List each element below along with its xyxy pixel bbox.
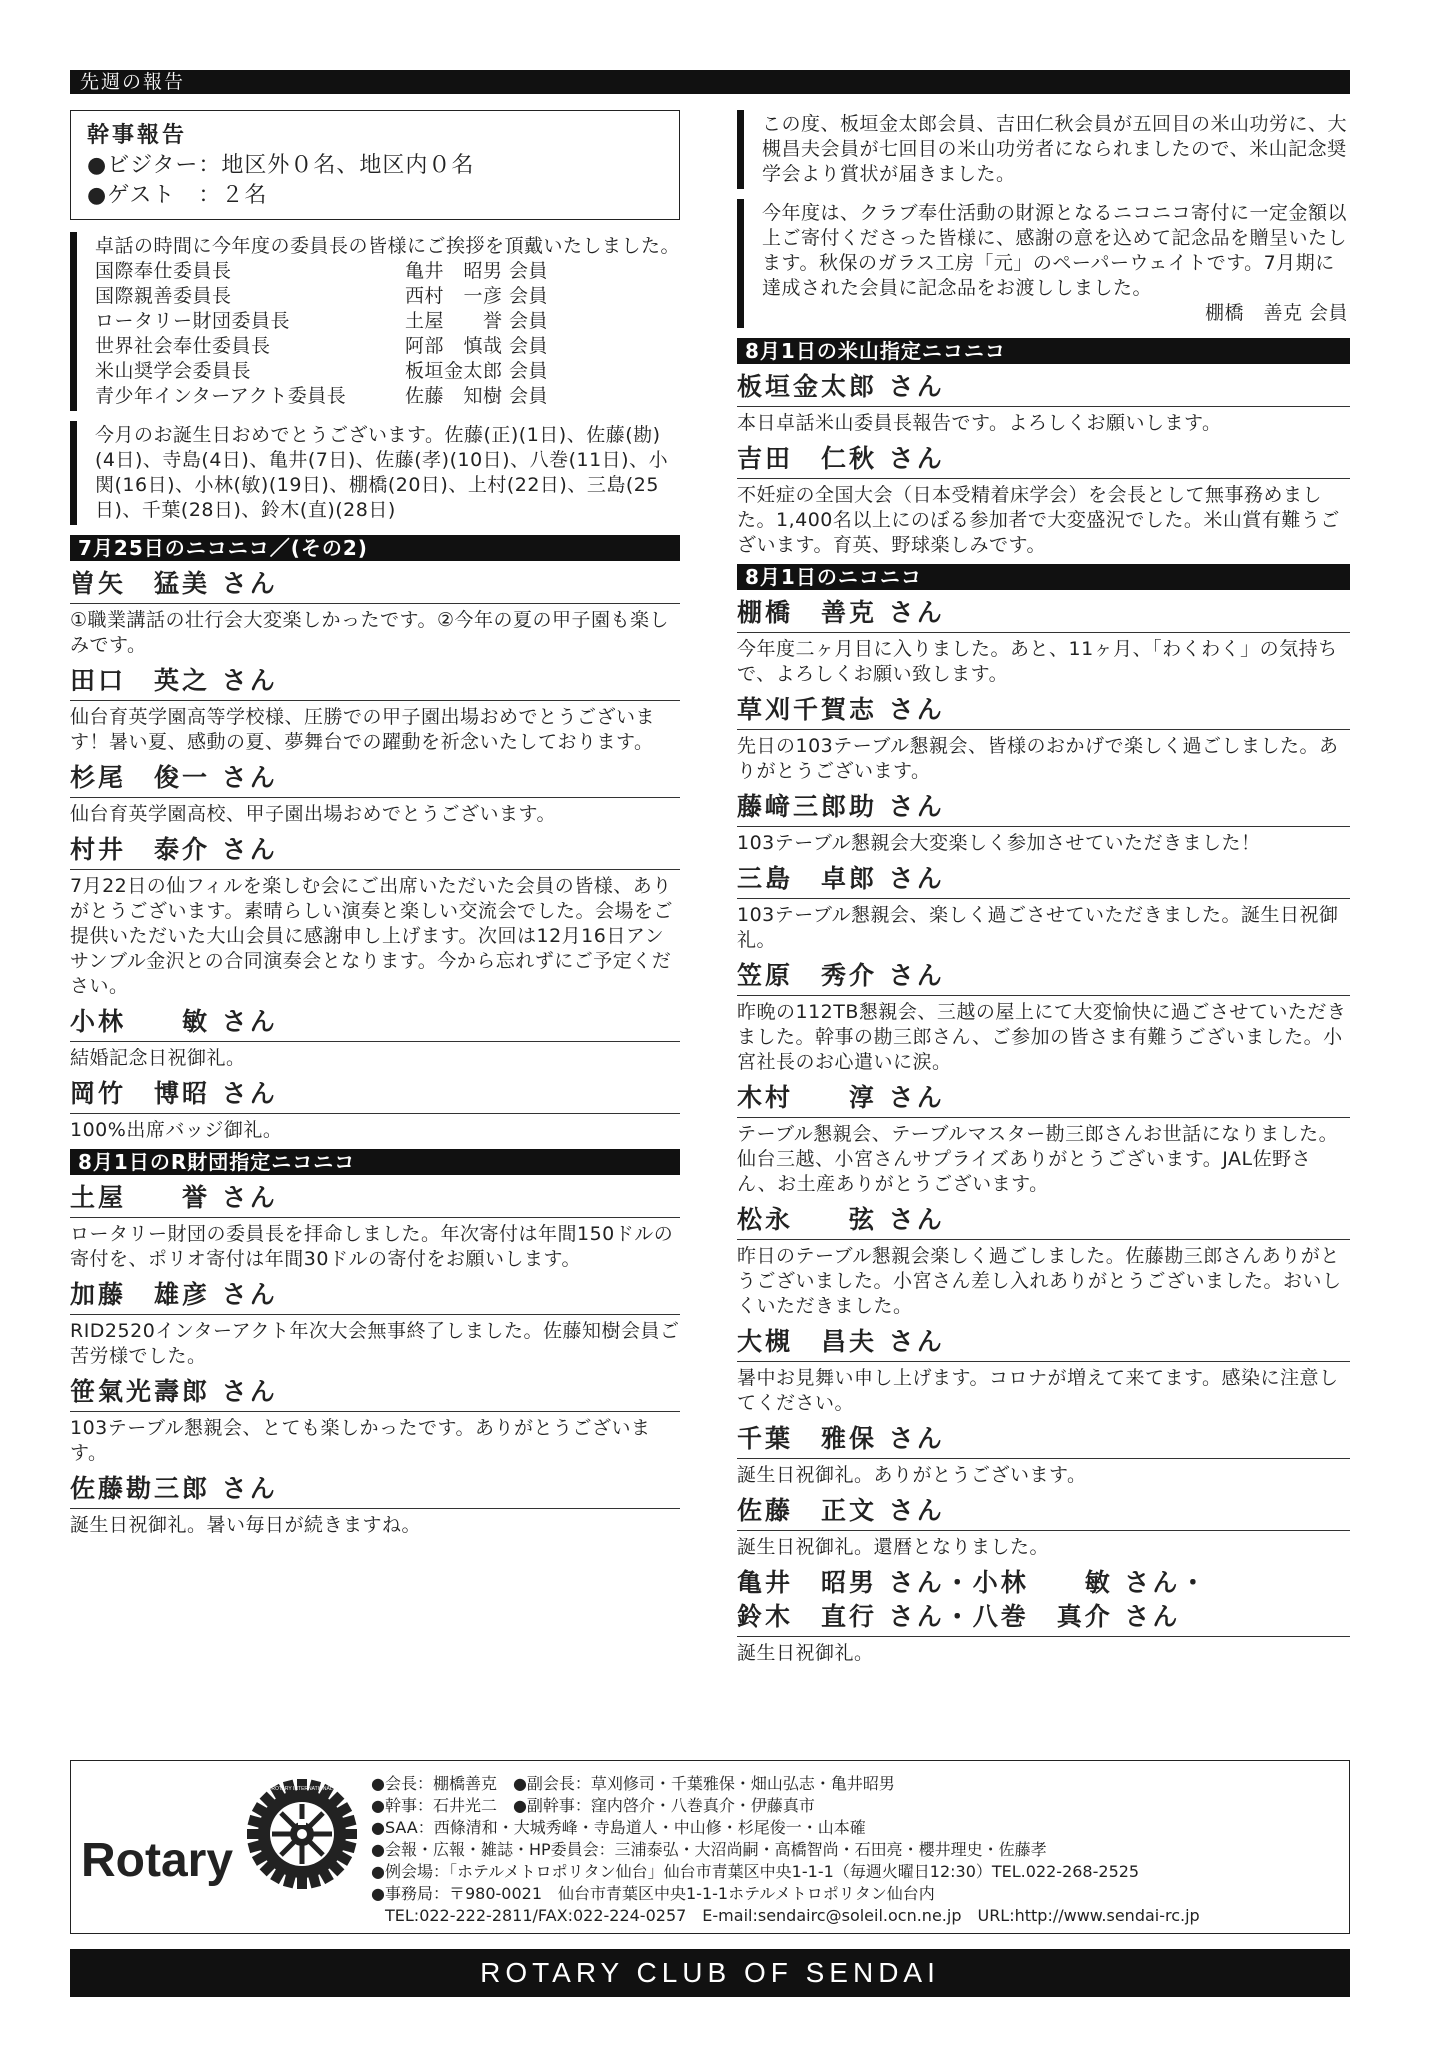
entry-message: 本日卓話米山委員長報告です。よろしくお願いします。 [737,412,1222,434]
entry [70,833,680,999]
entry [737,370,1350,436]
joint-entry-names-line2: 鈴木 直行 さん・八巻 真介 さん [737,1600,1350,1637]
report-header-bar [70,70,1350,94]
entry-message: 不妊症の全国大会（日本受精着床学会）を会長として無事務めました。1,400名以上にのぼる参加者で大変盛況でした。米山賞有難うございます。育英、野球楽しみです。 [737,484,1340,556]
entry-name: 棚橋 善克 さん [737,596,1350,633]
joint-entry-names-line1: 亀井 昭男 さん・小林 敏 さん・ [737,1568,1209,1597]
committee-role: 世界社会奉仕委員長 [95,335,271,357]
meeting-venue-line: ●例会場：「ホテルメトロポリタン仙台」仙台市青葉区中央1-1-1（毎週火曜日12:30）TEL.022-268-2525 [371,1862,1140,1881]
commemorative-gift-note [737,199,1350,328]
entry-name: 土屋 誉 さん [70,1181,680,1218]
entry [70,1278,680,1369]
entry-message: 103テーブル懇親会、とても楽しかったです。ありがとうございます。 [70,1417,651,1464]
committee-row [95,259,680,284]
entry-message: 誕生日祝御礼。 [737,1642,874,1664]
entry-message: 誕生日祝御礼。ありがとうございます。 [737,1464,1087,1486]
entry-message: 仙台育英学園高等学校様、圧勝での甲子園出場おめでとうございます！暑い夏、感動の夏、夢舞台での躍動を祈念いたしております。 [70,706,656,753]
entry [737,1081,1350,1197]
club-officer-list [371,1773,1200,1927]
entry-message: RID2520インターアクト年次大会無事終了しました。佐藤知樹会員ご苦労様でした。 [70,1320,680,1367]
entry [737,959,1350,1075]
entry-name: 岡竹 博昭 さん [70,1077,680,1114]
entry-name: 笹氣光壽郎 さん [70,1375,680,1412]
committee-member: 板垣金太郎 会員 [405,360,549,382]
report-header-title: 先週の報告 [80,71,186,93]
entry [737,862,1350,953]
section-header-yoneyama: 8月1日の米山指定ニコニコ [737,338,1350,364]
entry [737,1203,1350,1319]
entry-message: 103テーブル懇親会大変楽しく参加させていただきました！ [737,832,1261,854]
committee-intro: 卓話の時間に今年度の委員長の皆様にご挨拶を頂戴いたしました。 [95,235,681,257]
entry [737,442,1350,558]
entry-message: 100%出席バッジ御礼。 [70,1119,283,1141]
entry-name: 千葉 雅保 さん [737,1422,1350,1459]
entry [737,1494,1350,1560]
entry-name: 三島 卓郎 さん [737,862,1350,899]
note-signature: 棚橋 善克 会員 [1204,302,1348,324]
club-info-footer [70,1760,1350,1934]
entry [70,1077,680,1143]
entry [70,761,680,827]
entry [70,1181,680,1272]
entry-message: 暑中お見舞い申し上げます。コロナが増えて来てます。感染に注意してください。 [737,1367,1339,1414]
birthday-block [70,421,680,525]
committee-member: 佐藤 知樹 会員 [405,385,549,407]
entry [70,664,680,755]
committee-role: 国際奉仕委員長 [95,260,232,282]
committee-member: 西村 一彦 会員 [405,285,549,307]
committee-role: ロータリー財団委員長 [95,310,291,332]
entry-name: 松永 弦 さん [737,1203,1350,1240]
entry-message: 結婚記念日祝御礼。 [70,1047,246,1069]
entry-message: 誕生日祝御礼。暑い毎日が続きますね。 [70,1514,422,1536]
section-header-niconico-0725: 7月25日のニコニコ／(その2) [70,535,680,561]
office-address-line: ●事務局：〒980-0021 仙台市青葉区中央1-1-1ホテルメトロポリタン仙台内 [371,1884,935,1903]
entry [737,1325,1350,1416]
entry-name: 草刈千賀志 さん [737,693,1350,730]
officer-line-president: ●会長：棚橋善克 ●副会長：草刈修司・千葉雅保・畑山弘志・亀井昭男 [371,1774,895,1793]
entry-name: 笠原 秀介 さん [737,959,1350,996]
entry-message: 昨日のテーブル懇親会楽しく過ごしました。佐藤勘三郎さんありがとうございました。小宮さん差し入れありがとうございました。おいしくいただきました。 [737,1245,1342,1317]
guest-line: ●ゲスト ：２名 [87,183,268,208]
entry-message: ロータリー財団の委員長を拝命しました。年次寄付は年間150ドルの寄付を、ポリオ寄付は年間30ドルの寄付をお願いします。 [70,1223,674,1270]
committee-role: 青少年インターアクト委員長 [95,385,347,407]
entry-name: 村井 泰介 さん [70,833,680,870]
entry-message: 仙台育英学園高校、甲子園出場おめでとうございます。 [70,803,556,825]
committee-role: 米山奨学会委員長 [95,360,252,382]
entry [70,1375,680,1466]
joint-entry [737,1566,1350,1666]
entry-message: 103テーブル懇親会、楽しく過ごさせていただきました。誕生日祝御礼。 [737,904,1339,951]
committee-row [95,384,680,409]
entry-name: 佐藤 正文 さん [737,1494,1350,1531]
note-text: この度、板垣金太郎会員、吉田仁秋会員が五回目の米山功労に、大槻昌夫会員が七回目の米山功労者になられましたので、米山記念奨学会より賞状が届きました。 [762,113,1348,185]
section-header-r-foundation: 8月1日のR財団指定ニコニコ [70,1149,680,1175]
left-column [70,110,680,1544]
committee-member: 亀井 昭男 会員 [405,260,549,282]
committee-block [70,232,680,411]
contact-line: TEL:022-222-2811/FAX:022-224-0257 E-mail:sendairc@soleil.ocn.ne.jp URL:http://www.sendai-rc.jp [385,1906,1200,1925]
officer-line-secretary: ●幹事：石井光二 ●副幹事：窪内啓介・八巻真介・伊藤真市 [371,1796,815,1815]
entry-name: 加藤 雄彦 さん [70,1278,680,1315]
yoneyama-award-note [737,110,1350,189]
committee-row [95,359,680,384]
committee-member: 土屋 誉 会員 [405,310,549,332]
entry [737,693,1350,784]
entry-name: 吉田 仁秋 さん [737,442,1350,479]
entry-name: 大槻 昌夫 さん [737,1325,1350,1362]
entry [737,1422,1350,1488]
committee-row [95,334,680,359]
entry-message: 今年度二ヶ月目に入りました。あと、11ヶ月、「わくわく」の気持ちで、よろしくお願い致します。 [737,638,1338,685]
secretary-report-title: 幹事報告 [87,123,188,148]
emblem-lettering: ROTARY INTERNATIONAL [271,1786,333,1792]
section-header-niconico-0801: 8月1日のニコニコ [737,564,1350,590]
entry-name: 木村 淳 さん [737,1081,1350,1118]
note-text: 今年度は、クラブ奉仕活動の財源となるニコニコ寄付に一定金額以上ご寄付くださった皆様に、感謝の意を込めて記念品を贈呈いたします。秋保のガラス工房「元」のペーパーウェイトです。7月期に達成された会員に記念品をお渡ししました。 [762,202,1348,299]
entry-message: 誕生日祝御礼。還暦となりました。 [737,1536,1050,1558]
entry-name: 田口 英之 さん [70,664,680,701]
entry-name: 杉尾 俊一 さん [70,761,680,798]
entry [737,790,1350,856]
committee-role: 国際親善委員長 [95,285,232,307]
officer-line-pr-committee: ●会報・広報・雑誌・HP委員会：三浦泰弘・大沼尚嗣・高橋智尚・石田亮・櫻井理史・佐藤孝 [371,1840,1047,1859]
entry-message: 先日の103テーブル懇親会、皆様のおかげで楽しく過ごしました。ありがとうございます。 [737,735,1339,782]
entry-name: 佐藤勘三郎 さん [70,1472,680,1509]
right-column [737,110,1350,1672]
committee-member: 阿部 慎哉 会員 [405,335,549,357]
birthday-text: 今月のお誕生日おめでとうございます。佐藤(正)(1日)、佐藤(勘)(4日)、寺島(4日)、亀井(7日)、佐藤(孝)(10日)、八巻(11日)、小関(16日)、小林(敏)(19日)、棚橋(20日)、上村(22日)、三島(25日)、千葉(28日)、鈴木(直)(28日) [95,424,669,521]
entry-name: 板垣金太郎 さん [737,370,1350,407]
rotary-wheel-icon [247,1779,357,1889]
club-name-banner: ROTARY CLUB OF SENDAI [70,1949,1350,1997]
entry [70,1472,680,1538]
entry-message: 昨晩の112TB懇親会、三越の屋上にて大変愉快に過ごさせていただきました。幹事の勘三郎さん、ご参加の皆さま有難うございました。小宮社長のお心遣いに涙。 [737,1001,1347,1073]
officer-line-saa: ●SAA：西條清和・大城秀峰・寺島道人・中山修・杉尾俊一・山本確 [371,1818,866,1837]
entry [70,1005,680,1071]
visitor-line: ●ビジター：地区外０名、地区内０名 [87,153,475,178]
rotary-logo-text: Rotary [81,1834,234,1887]
secretary-report-box [70,110,680,220]
entry [737,596,1350,687]
committee-row [95,309,680,334]
entry-message: ①職業講話の壮行会大変楽しかったです。②今年の夏の甲子園も楽しみです。 [70,609,670,656]
entry-name: 小林 敏 さん [70,1005,680,1042]
entry-message: テーブル懇親会、テーブルマスター勘三郎さんお世話になりました。仙台三越、小宮さんサプライズありがとうございます。JAL佐野さん、お土産ありがとうございます。 [737,1123,1339,1195]
entry-name: 曽矢 猛美 さん [70,567,680,604]
committee-row [95,284,680,309]
entry-message: 7月22日の仙フィルを楽しむ会にご出席いただいた会員の皆様、ありがとうございます。素晴らしい演奏と楽しい交流会でした。会場をご提供いただいた大山会員に感謝申し上げます。次回は12月16日アンサンブル金沢との合同演奏会となります。今から忘れずにご予定ください。 [70,875,673,997]
entry [70,567,680,658]
left-sections [70,535,680,1538]
entry-name: 藤﨑三郎助 さん [737,790,1350,827]
